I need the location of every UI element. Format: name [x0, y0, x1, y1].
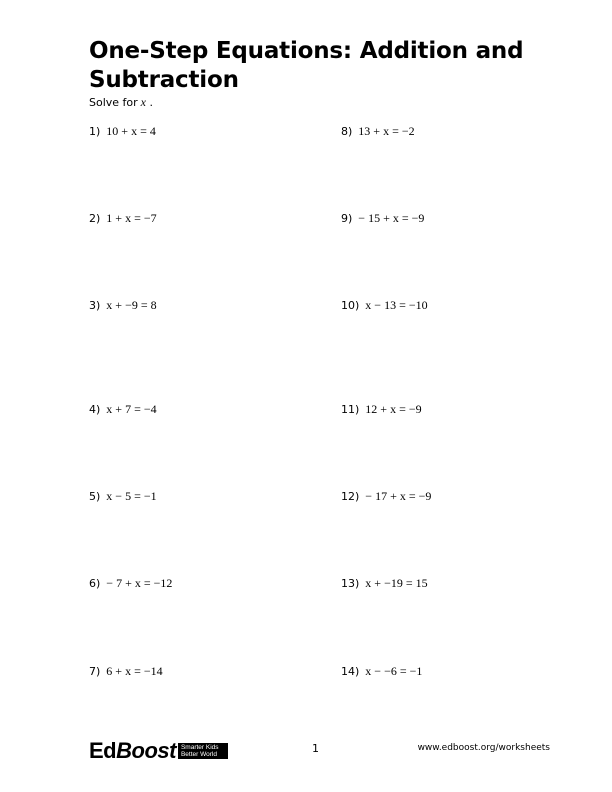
problem-number: 8): [341, 125, 353, 138]
problem-11: [341, 400, 422, 416]
page-number: 1: [312, 742, 319, 755]
problem-number: 10): [341, 299, 360, 312]
logo-tagline: [178, 743, 228, 759]
problem-equation: − 15 + x = −9: [358, 211, 425, 225]
instructions: [89, 95, 153, 110]
logo-tagline-line-1: Smarter Kids: [180, 744, 219, 751]
problem-2: [89, 209, 157, 225]
problem-equation: x + −19 = 15: [365, 576, 428, 590]
logo-boost: Boost: [116, 738, 176, 763]
problem-10: [341, 296, 428, 312]
problem-number: 3): [89, 299, 101, 312]
problem-9: [341, 209, 424, 225]
problem-12: [341, 487, 431, 503]
logo-ed: Ed: [89, 738, 117, 763]
instructions-variable: x: [140, 95, 146, 109]
problem-equation: x + −9 = 8: [106, 298, 157, 312]
problem-number: 4): [89, 403, 101, 416]
problem-14: [341, 662, 422, 678]
problem-number: 14): [341, 665, 360, 678]
problem-6: [89, 574, 172, 590]
problem-1: [89, 122, 156, 138]
problem-equation: 1 + x = −7: [106, 211, 157, 225]
logo-tagline-line-2: Better World: [180, 751, 217, 758]
problem-number: 1): [89, 125, 101, 138]
problem-5: [89, 487, 157, 503]
problem-number: 6): [89, 577, 101, 590]
problem-equation: x − −6 = −1: [365, 664, 423, 678]
problem-equation: 13 + x = −2: [358, 124, 415, 138]
problem-13: [341, 574, 428, 590]
problem-equation: 12 + x = −9: [365, 402, 422, 416]
problem-equation: − 17 + x = −9: [365, 489, 432, 503]
problem-number: 9): [341, 212, 353, 225]
problem-8: [341, 122, 415, 138]
problem-number: 12): [341, 490, 360, 503]
instructions-period: .: [149, 96, 153, 109]
problem-number: 2): [89, 212, 101, 225]
problem-equation: x − 13 = −10: [365, 298, 428, 312]
worksheet-title: One-Step Equations: Addition and Subtraction: [89, 38, 524, 93]
problem-equation: 6 + x = −14: [106, 664, 163, 678]
problem-equation: − 7 + x = −12: [106, 576, 173, 590]
problem-equation: x + 7 = −4: [106, 402, 157, 416]
problem-number: 11): [341, 403, 360, 416]
problem-number: 5): [89, 490, 101, 503]
problem-equation: 10 + x = 4: [106, 124, 156, 138]
problem-number: 13): [341, 577, 360, 590]
logo-wordmark: [89, 739, 176, 763]
problem-3: [89, 296, 157, 312]
problem-equation: x − 5 = −1: [106, 489, 157, 503]
problem-4: [89, 400, 157, 416]
footer-url: www.edboost.org/worksheets: [417, 743, 550, 753]
problem-number: 7): [89, 665, 101, 678]
problem-7: [89, 662, 163, 678]
instructions-text: Solve for: [89, 96, 138, 109]
edboost-logo: [89, 737, 228, 763]
